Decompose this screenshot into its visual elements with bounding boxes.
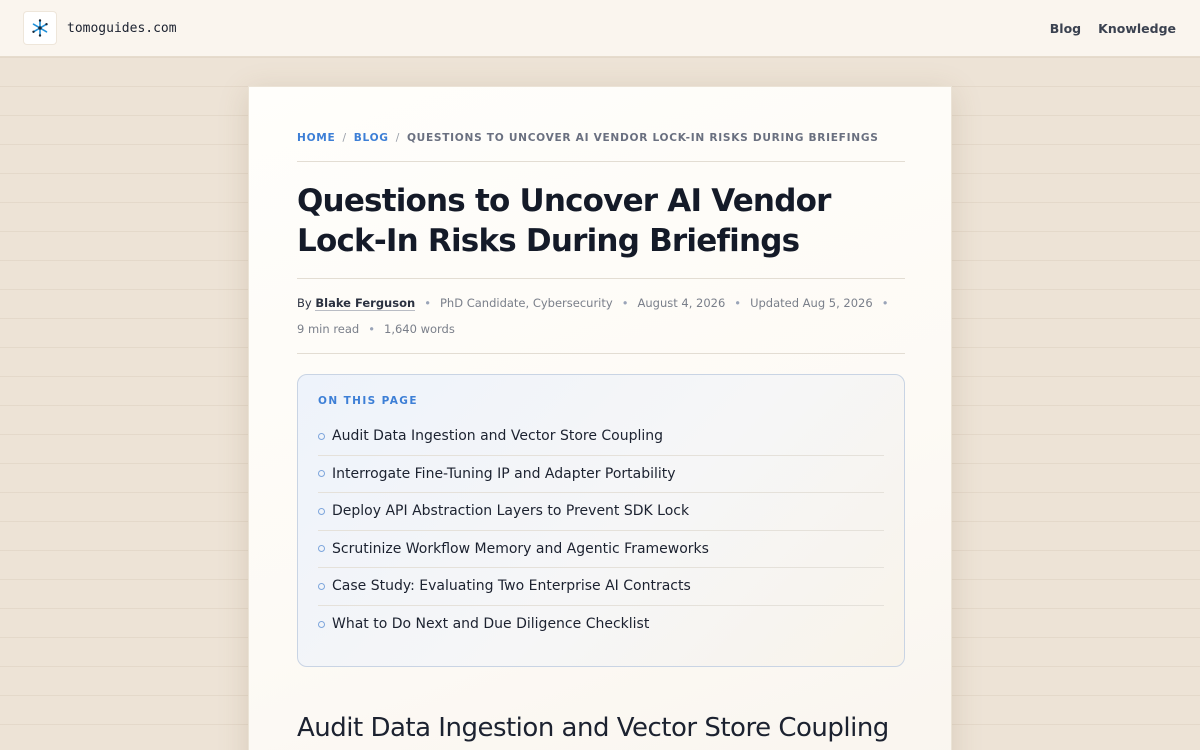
site-header [0,0,1200,57]
meta-separator: • [621,296,629,310]
circle-bullet-icon [318,470,325,477]
toc-item[interactable] [318,531,884,569]
nav-link-blog[interactable]: Blog [1049,20,1082,36]
by-label: By [297,296,312,310]
meta-separator: • [368,322,376,336]
word-count: 1,640 words [384,322,455,336]
divider [297,278,905,279]
breadcrumb-current: QUESTIONS TO UNCOVER AI VENDOR LOCK-IN RISKS DURING BRIEFINGS [406,132,879,144]
toc-item-label[interactable]: Scrutinize Workflow Memory and Agentic Frameworks [332,540,709,557]
breadcrumb-home[interactable]: HOME [297,132,336,144]
circle-bullet-icon [318,433,325,440]
meta-separator: • [424,296,431,310]
toc-heading: ON THIS PAGE [318,395,418,407]
asterisk-logo-icon[interactable] [24,12,56,44]
divider [297,161,905,162]
circle-bullet-icon [318,508,325,515]
circle-bullet-icon [318,621,325,628]
author-role: PhD Candidate, Cybersecurity [439,296,613,310]
breadcrumb [297,132,905,144]
meta-separator: • [734,296,742,310]
updated-date: Updated Aug 5, 2026 [750,296,873,310]
toc-item[interactable] [318,568,884,606]
breadcrumb-separator: / [395,132,400,144]
toc-item[interactable] [318,493,884,531]
breadcrumb-separator: / [342,132,347,144]
site-name[interactable]: tomoguides.com [67,20,177,36]
toc-item-label[interactable]: Interrogate Fine-Tuning IP and Adapter Portability [332,465,676,482]
divider [297,353,905,354]
article-meta [297,290,905,342]
toc-item-label[interactable]: Case Study: Evaluating Two Enterprise AI Contracts [332,578,691,595]
top-nav [1050,21,1176,36]
toc-item-label[interactable]: What to Do Next and Due Diligence Checklist [332,616,650,633]
read-time: 9 min read [297,322,360,336]
circle-bullet-icon [318,545,325,552]
circle-bullet-icon [318,583,325,590]
toc-item-label[interactable]: Deploy API Abstraction Layers to Prevent SDK Lock [332,503,690,520]
toc-item-label[interactable]: Audit Data Ingestion and Vector Store Coupling [332,428,664,445]
nav-link-knowledge[interactable]: Knowledge [1098,20,1176,36]
breadcrumb-blog[interactable]: BLOG [353,132,389,144]
toc-item[interactable] [318,418,884,456]
table-of-contents [297,374,905,667]
author-link[interactable]: Blake Ferguson [315,296,416,310]
section-heading: Audit Data Ingestion and Vector Store Coupling [297,713,889,743]
article-card [248,86,952,750]
published-date: August 4, 2026 [637,296,726,310]
toc-item[interactable] [318,456,884,494]
meta-separator: • [881,296,889,310]
page-title: Questions to Uncover AI Vendor Lock-In Risks During Briefings [297,183,831,259]
brand[interactable] [24,12,177,44]
toc-list [318,418,884,643]
toc-item[interactable] [318,606,884,644]
